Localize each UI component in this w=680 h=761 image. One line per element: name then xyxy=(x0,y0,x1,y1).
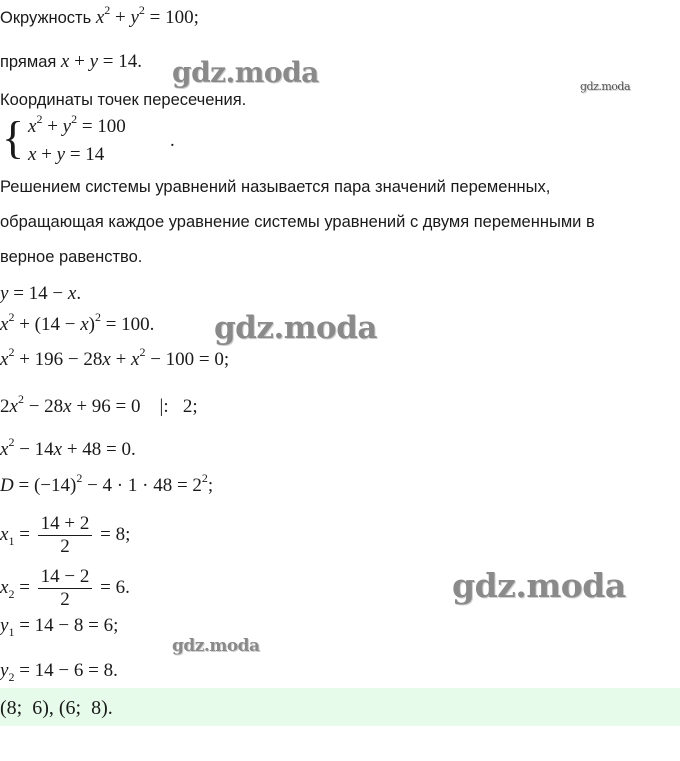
system-dot: . xyxy=(170,130,175,151)
system-brace: { xyxy=(2,112,25,163)
watermark: gdz.moda xyxy=(172,56,319,89)
step-quadratic: $x^2 - 14x + 48 = 0$. xyxy=(0,435,136,460)
line-line xyxy=(0,52,142,72)
line-equation: x + y = 14. xyxy=(60,51,142,72)
circle-equation: $x^2 + y^2 = 100$; xyxy=(95,3,199,28)
coords-heading: Координаты точек пересечения. xyxy=(0,91,247,109)
line-label: прямая xyxy=(0,53,57,71)
watermark: gdz.moda xyxy=(172,636,260,656)
circle-line xyxy=(0,3,199,28)
step-express-y: y = 14 − x. xyxy=(0,283,82,304)
watermark: gdz.moda xyxy=(214,310,377,346)
step-substitute: $x^2 + (14 - x)^2 = 100$. xyxy=(0,310,155,335)
step-simplify: $2x^2 - 28x + 96 = 0$ |: 2; xyxy=(0,392,198,417)
definition-line-3: верное равенство. xyxy=(0,248,143,266)
definition-line-2: обращающая каждое уравнение системы уравнений с двумя переменными в xyxy=(0,213,595,231)
circle-label: Окружность xyxy=(0,9,92,27)
watermark: gdz.moda xyxy=(580,80,631,93)
watermark: gdz.moda xyxy=(452,566,626,605)
step-y2: $y_2 = 14 - 6 = 8$. xyxy=(0,660,118,684)
step-root-x1: $x_1$ = $\frac{14 + 2}{2}$ = 8; xyxy=(0,513,131,557)
step-y1: $y_1 = 14 - 8 = 6$; xyxy=(0,615,119,639)
definition-line-1: Решением системы уравнений называется пара значений переменных, xyxy=(0,178,551,196)
step-discriminant: $D = (-14)^2 - 4 \cdot 1 \cdot 48 = 2^2$; xyxy=(0,471,214,496)
system-eq2: x + y = 14 xyxy=(28,144,105,165)
system-eq1: $x^2 + y^2 = 100$ xyxy=(28,112,126,137)
step-root-x2: $x_2$ = $\frac{14 - 2}{2}$ = 6. xyxy=(0,566,130,610)
step-expand: $x^2 + 196 - 28x + x^2 - 100 = 0$; xyxy=(0,345,230,370)
answer-line: (8; 6), (6; 8). xyxy=(0,697,113,719)
